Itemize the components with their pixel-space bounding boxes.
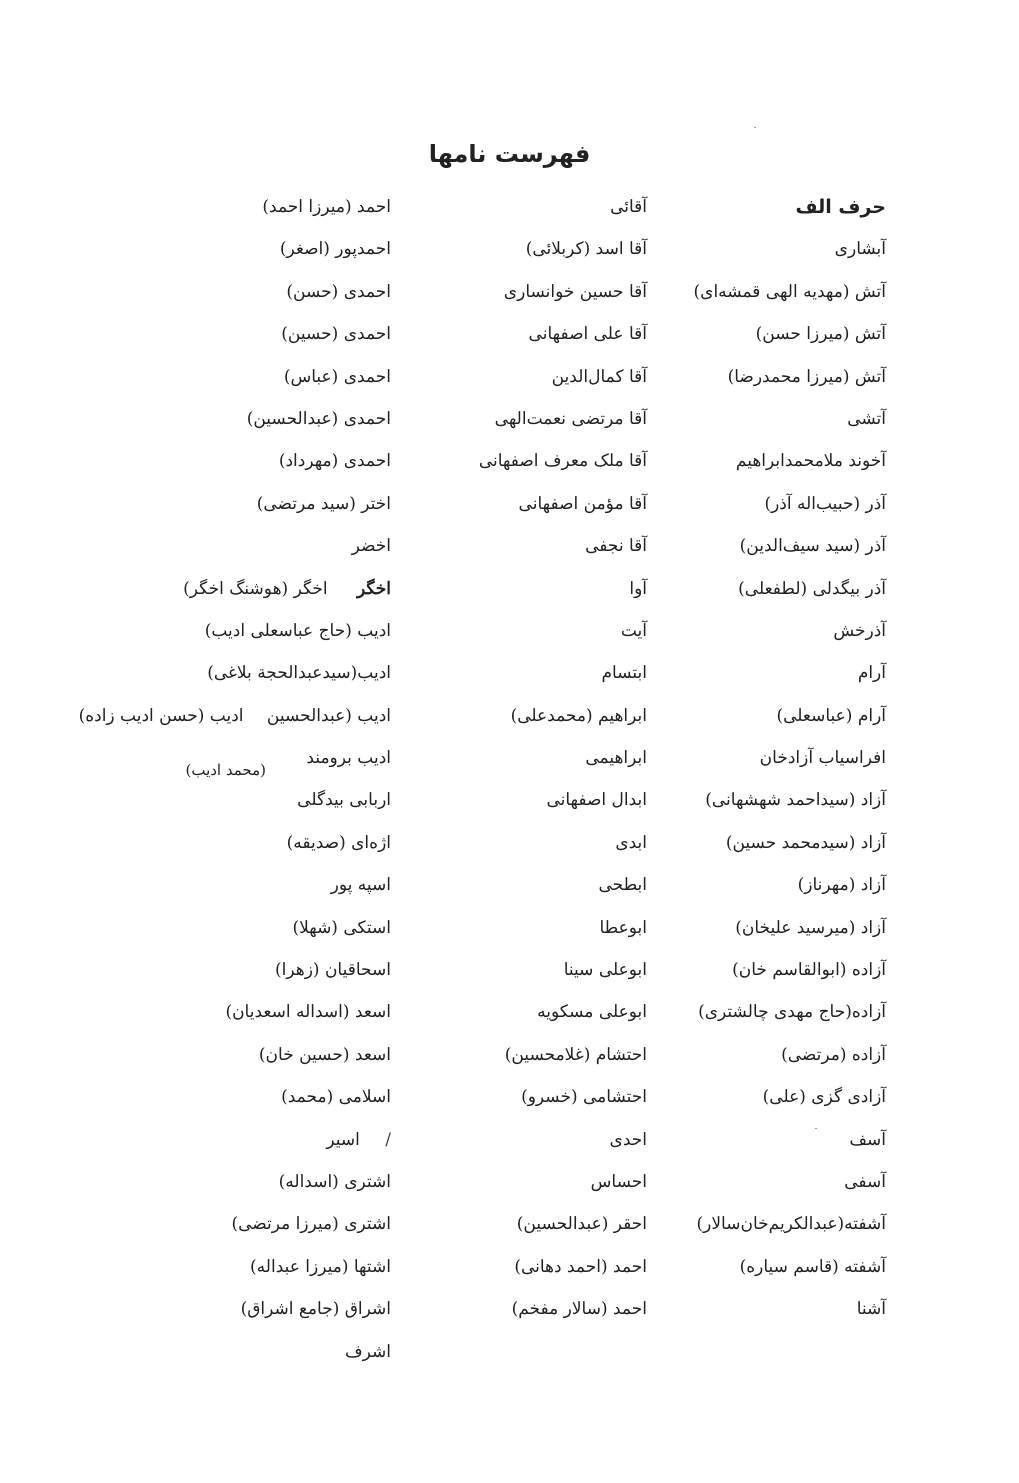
name-entry: اشتها (میرزا عبداله)	[250, 1256, 391, 1277]
name-entry: آرام	[857, 663, 886, 684]
name-entry: احمد (احمد دهانی)	[514, 1256, 647, 1277]
name-entry: ابراهیم (محمدعلی)	[510, 705, 647, 726]
print-speck	[815, 1128, 817, 1129]
name-entry: اسعد (اسداله اسعدیان)	[225, 1002, 391, 1023]
name-entry: آذر بیگدلی (لطفعلی)	[738, 578, 886, 599]
name-entry: آزاد (سیدمحمد حسین)	[725, 832, 886, 853]
name-entry: اخضر	[351, 536, 391, 557]
name-entry-pair	[51, 737, 391, 779]
page-title: فهرست نامها	[428, 140, 591, 168]
names-column-right	[656, 186, 886, 1331]
name-entry: آتش (میرزا حسن)	[755, 324, 886, 345]
name-entry: اسلامی (محمد)	[281, 1087, 391, 1108]
name-entry: آقا حسین خوانساری	[503, 281, 647, 302]
name-entry: آسف	[849, 1129, 886, 1150]
section-heading-alef: حرف الف	[795, 196, 886, 218]
name-entry: اختر (سید مرتضی)	[256, 493, 391, 514]
name-entry: احقر (عبدالحسین)	[516, 1214, 647, 1235]
name-entry: اسحاقیان (زهرا)	[275, 960, 391, 981]
name-entry: ادیب برومند	[306, 748, 391, 769]
name-entry: آقا کمال‌الدین	[551, 366, 647, 387]
name-entry: آیت	[620, 620, 647, 641]
name-entry: ابوعطا	[599, 917, 647, 938]
name-entry: ابراهیمی	[585, 748, 647, 769]
name-entry: احتشامی (خسرو)	[521, 1087, 647, 1108]
name-entry: ابوعلی سینا	[563, 960, 647, 981]
name-entry: آقا نجفی	[585, 536, 647, 557]
name-entry: آبشاری	[834, 239, 886, 260]
name-entry: احمدی (عباس)	[283, 366, 391, 387]
name-entry: احمدی (مهرداد)	[278, 451, 391, 472]
name-entry: اشتری (میرزا مرتضی)	[231, 1214, 391, 1235]
name-entry: آزاد (میرسید علیخان)	[735, 917, 886, 938]
name-entry: آذر (حبیب‌اله آذر)	[764, 493, 886, 514]
name-entry: ادیب (حاج عباسعلی ادیب)	[204, 620, 391, 641]
name-entry-with-mark	[51, 1119, 391, 1161]
name-entry: (محمد ادیب)	[185, 761, 266, 780]
names-column-left	[51, 186, 391, 1373]
name-entry: ادیب (حسن ادیب زاده)	[78, 705, 244, 726]
name-entry: احمد (میرزا احمد)	[262, 197, 391, 217]
name-entry: ابدی	[615, 832, 647, 853]
name-entry-pair	[51, 695, 391, 737]
name-entry: آقا مؤمن اصفهانی	[518, 493, 647, 514]
slash-mark: /	[385, 1129, 391, 1150]
name-entry: احمدی (حسن)	[286, 281, 391, 302]
name-entry: احدی	[609, 1129, 647, 1150]
name-entry: اشرف	[345, 1341, 391, 1362]
name-entry: احساس	[590, 1171, 647, 1192]
name-entry: ابطحی	[598, 875, 647, 896]
name-entry: اشراق (جامع اشراق)	[240, 1299, 391, 1320]
name-entry: ابوعلی مسکویه	[537, 1002, 647, 1023]
name-entry: اربابی بیدگلی	[297, 790, 391, 811]
name-entry: آسفی	[844, 1171, 886, 1192]
name-entry: اخگر	[357, 578, 391, 599]
name-entry: اشتری (اسداله)	[278, 1171, 391, 1192]
name-entry: اسپه پور	[330, 875, 391, 896]
name-entry: آزاده (مرتضی)	[781, 1044, 886, 1065]
name-entry: آخوند ملامحمدابراهیم	[735, 451, 886, 472]
name-entry: آتش (میرزا محمدرضا)	[727, 366, 886, 387]
names-column-middle	[437, 186, 647, 1331]
name-entry: آزاد (مهرناز)	[797, 875, 886, 896]
name-entry: ادیب(سیدعبدالحجة بلاغی)	[207, 663, 391, 684]
name-entry: احمدی (حسین)	[281, 324, 391, 345]
name-entry: آشنا	[856, 1299, 886, 1320]
name-entry: ادیب (عبدالحسین	[266, 705, 391, 726]
name-entry: آوا	[629, 578, 647, 599]
print-speck	[754, 127, 756, 128]
name-entry: اژه‌ای (صدیقه)	[286, 832, 391, 853]
name-entry: آقا اسد (کربلائی)	[525, 239, 647, 260]
name-entry: آتش (مهدیه الهی قمشه‌ای)	[693, 281, 886, 302]
name-entry: آزادی گزی (علی)	[762, 1087, 886, 1108]
name-entry: ابدال اصفهانی	[546, 790, 647, 811]
name-entry: آقائی	[610, 197, 647, 217]
name-entry: آرام (عباسعلی)	[776, 705, 886, 726]
name-entry: احتشام (غلامحسین)	[504, 1044, 647, 1065]
name-entry: آقا مرتضی نعمت‌الهی	[494, 408, 647, 429]
name-entry: احمدپور (اصغر)	[279, 239, 391, 260]
name-entry: آشفته(عبدالکریم‌خان‌سالار)	[696, 1214, 886, 1235]
name-entry: احمدی (عبدالحسین)	[246, 408, 391, 429]
name-entry: اسعد (حسین خان)	[258, 1044, 391, 1065]
name-entry: افراسیاب آزادخان	[759, 748, 886, 769]
name-entry: آذر (سید سیف‌الدین)	[739, 536, 886, 557]
name-entry: اخگر (هوشنگ اخگر)	[183, 578, 328, 599]
name-entry-pair	[51, 568, 391, 610]
name-entry: آقا علی اصفهانی	[528, 324, 647, 345]
name-entry: اسیر	[326, 1129, 360, 1150]
name-entry: آذرخش	[833, 620, 886, 641]
name-entry: آتشی	[847, 408, 886, 429]
name-entry: آزاد (سیداحمد شهشهانی)	[705, 790, 886, 811]
name-entry: آشفته (قاسم سیاره)	[739, 1256, 886, 1277]
name-entry: احمد (سالار مفخم)	[511, 1299, 647, 1320]
name-entry: ابتسام	[601, 663, 647, 684]
name-entry: استکی (شهلا)	[292, 917, 391, 938]
name-entry: آزاده (ابوالقاسم خان)	[732, 960, 886, 981]
name-entry: آقا ملک معرف اصفهانی	[478, 451, 647, 472]
name-entry: آزاده(حاج مهدی چالشتری)	[698, 1002, 886, 1023]
